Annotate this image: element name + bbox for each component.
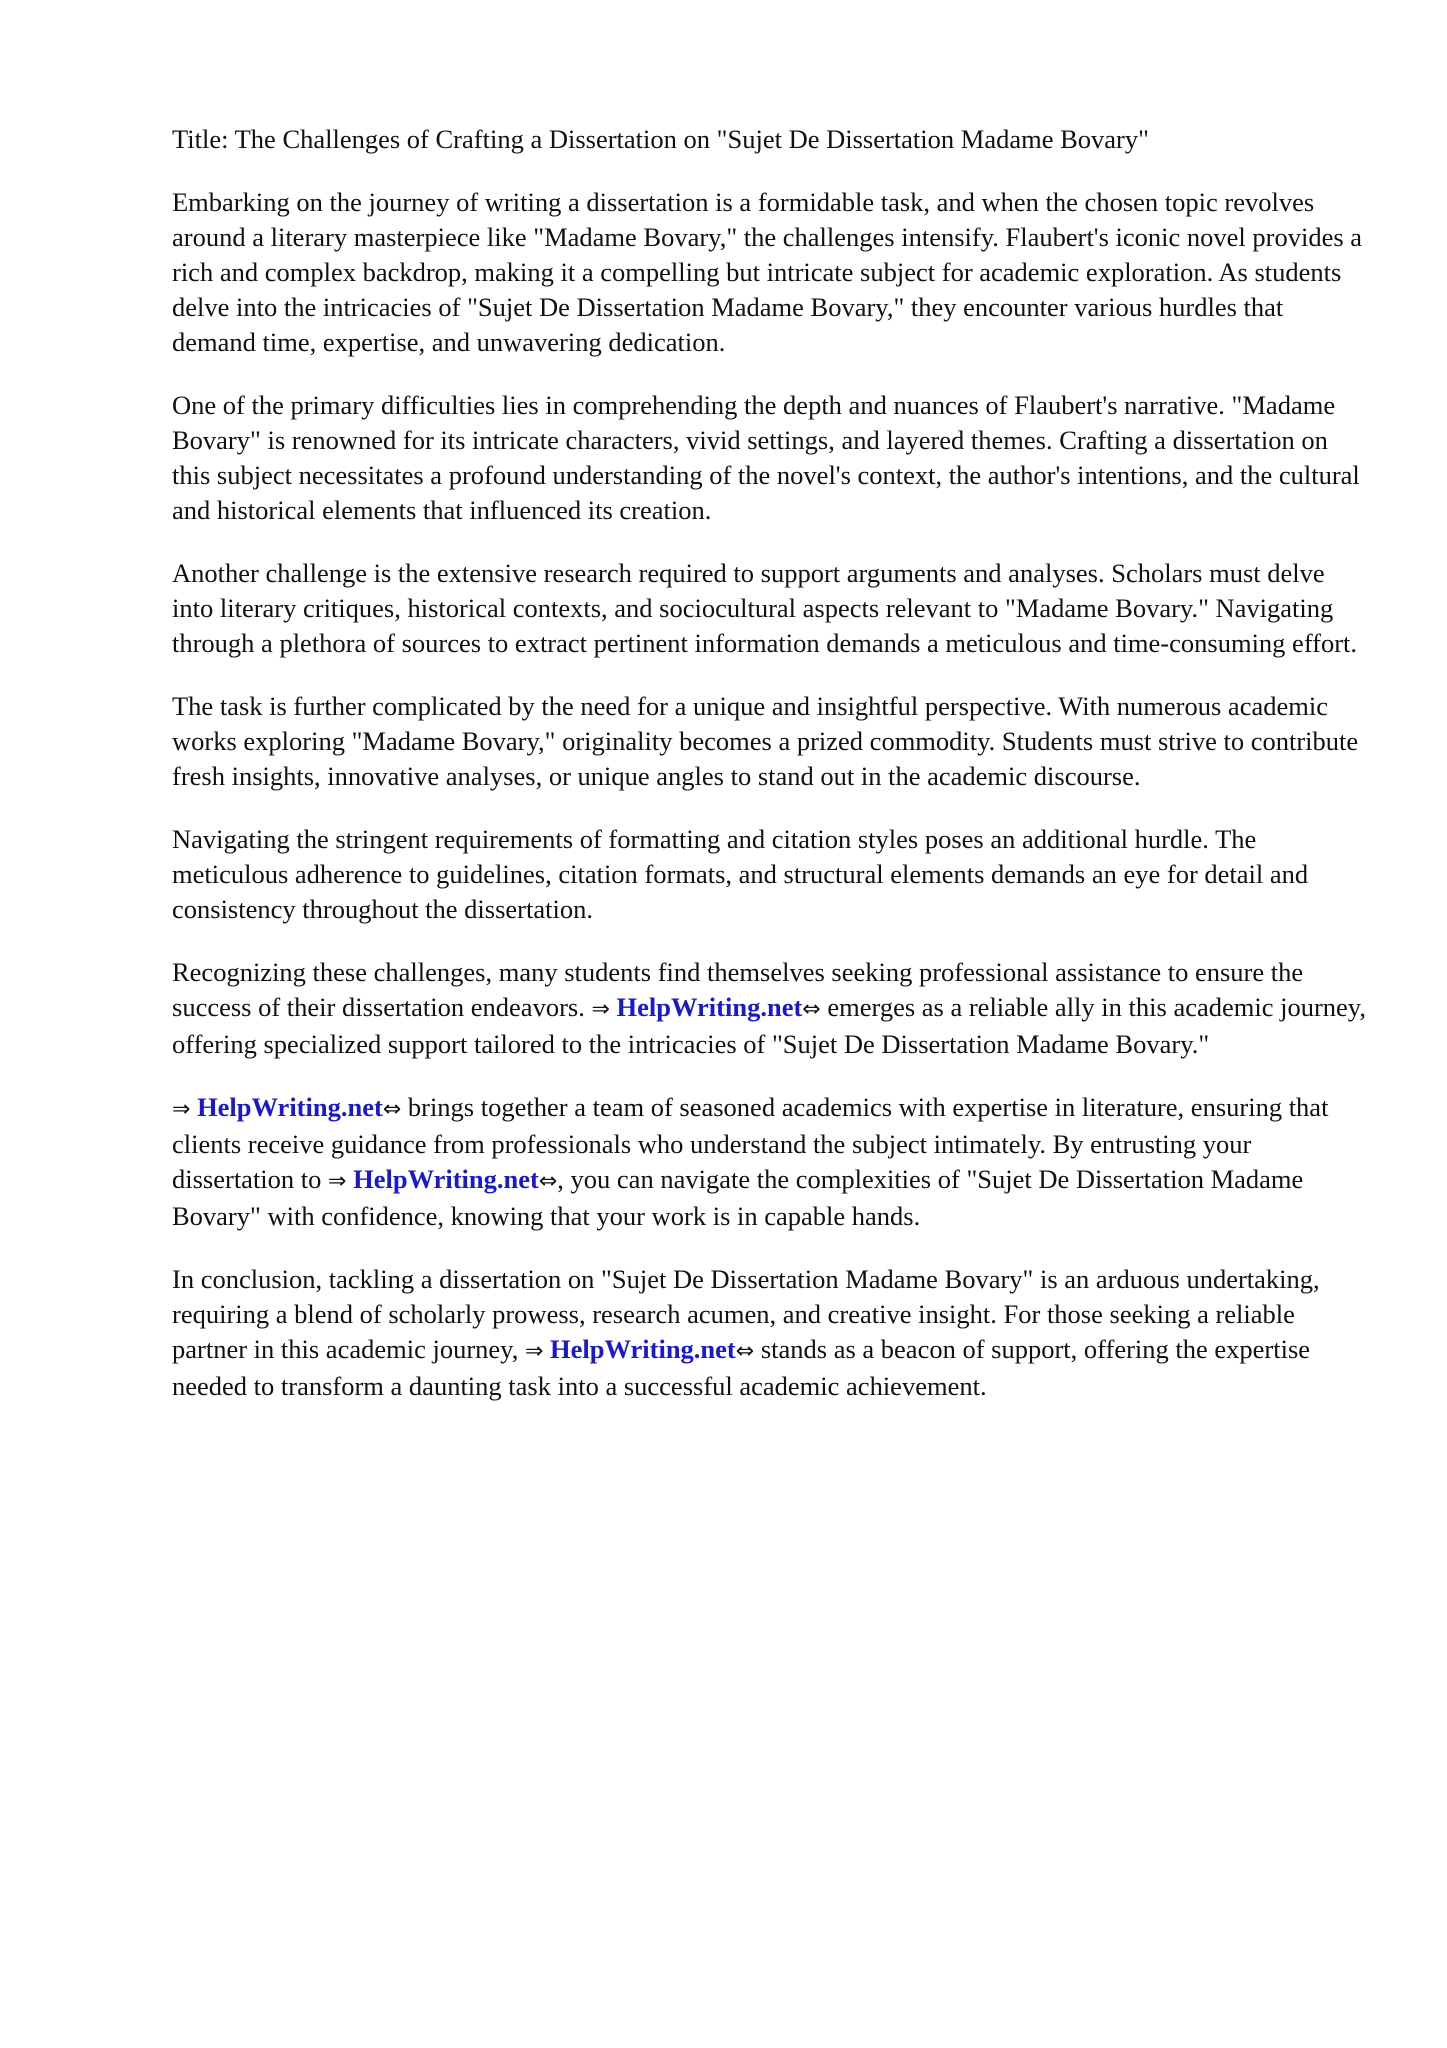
- paragraph-formatting: Navigating the stringent requirements of formatting and citation styles poses an additional hurdle. The meticulous adherence to guidelines, citation formats, and structural elements demands an eye for detail and consistency throughout the dissertation.: [172, 824, 1309, 924]
- text-segment: emerges as a reliable ally in this academic journey, offering specialized support tailored to the intricacies of "Sujet De Dissertation Madame Bovary.": [172, 992, 1366, 1059]
- helpwriting-link[interactable]: HelpWriting.net: [197, 1092, 383, 1122]
- paragraph-research: Another challenge is the extensive research required to support arguments and analyses. Scholars must delve into literary critiques, historical contexts, and sociocultural aspects relevant to "Madame Bovary." Navigating through a plethora of sources to extract pertinent information demands a meticulous and time-consuming effort.: [172, 558, 1358, 658]
- text-segment: brings together a team of seasoned academics with expertise in literature, ensuring that clients receive guidance from professionals who understand the subject intimately. By entrusting your dissertation to: [172, 1092, 1329, 1194]
- helpwriting-link[interactable]: HelpWriting.net: [353, 1164, 539, 1194]
- text-segment: Recognizing these challenges, many students find themselves seeking professional assistance to ensure the success of their dissertation endeavors.: [172, 957, 1304, 1022]
- helpwriting-link[interactable]: HelpWriting.net: [616, 992, 803, 1022]
- paragraph-originality: The task is further complicated by the need for a unique and insightful perspective. With numerous academic works exploring "Madame Bovary," originality becomes a prized commodity. Students must strive to contribute fresh insights, innovative analyses, or unique angles to stand out in the academic discourse.: [172, 691, 1359, 791]
- helpwriting-link[interactable]: HelpWriting.net: [550, 1334, 736, 1364]
- right-double-arrow-icon: ⇒: [328, 1169, 347, 1194]
- paragraph-team: [172, 1090, 1372, 1234]
- left-right-double-arrow-icon: ⇔: [538, 1169, 558, 1194]
- paragraph-conclusion: [172, 1262, 1372, 1404]
- paragraph-intro: Embarking on the journey of writing a dissertation is a formidable task, and when the chosen topic revolves around a literary masterpiece like "Madame Bovary," the challenges intensify. Flaubert's iconic novel provides a rich and complex backdrop, making it a compelling but intricate subject for academic exploration. As students delve into the intricacies of "Sujet De Dissertation Madame Bovary," they encounter various hurdles that demand time, expertise, and unwavering dedication.: [172, 187, 1363, 357]
- left-right-double-arrow-icon: ⇔: [735, 1339, 755, 1364]
- text-segment: stands as a beacon of support, offering the expertise needed to transform a daunting task into a successful academic achievement.: [172, 1334, 1311, 1401]
- text-segment: , you can navigate the complexities of "Sujet De Dissertation Madame Bovary" with confidence, knowing that your work is in capable hands.: [172, 1164, 1304, 1231]
- document-page: [172, 122, 1372, 1432]
- document-title: Title: The Challenges of Crafting a Dissertation on "Sujet De Dissertation Madame Bovary": [172, 124, 1149, 154]
- text-segment: In conclusion, tackling a dissertation on "Sujet De Dissertation Madame Bovary" is an arduous undertaking, requiring a blend of scholarly prowess, research acumen, and creative insight. For those seeking a reliable partner in this academic journey,: [172, 1264, 1320, 1364]
- left-right-double-arrow-icon: ⇔: [802, 997, 821, 1022]
- left-right-double-arrow-icon: ⇔: [382, 1097, 402, 1122]
- paragraph-assistance: [172, 955, 1372, 1062]
- right-double-arrow-icon: ⇒: [591, 997, 610, 1022]
- paragraph-difficulties: One of the primary difficulties lies in comprehending the depth and nuances of Flaubert's narrative. "Madame Bovary" is renowned for its intricate characters, vivid settings, and layered themes. Crafting a dissertation on this subject necessitates a profound understanding of the novel's context, the author's intentions, and the cultural and historical elements that influenced its creation.: [172, 390, 1360, 525]
- right-double-arrow-icon: ⇒: [524, 1339, 544, 1364]
- right-double-arrow-icon: ⇒: [172, 1097, 191, 1122]
